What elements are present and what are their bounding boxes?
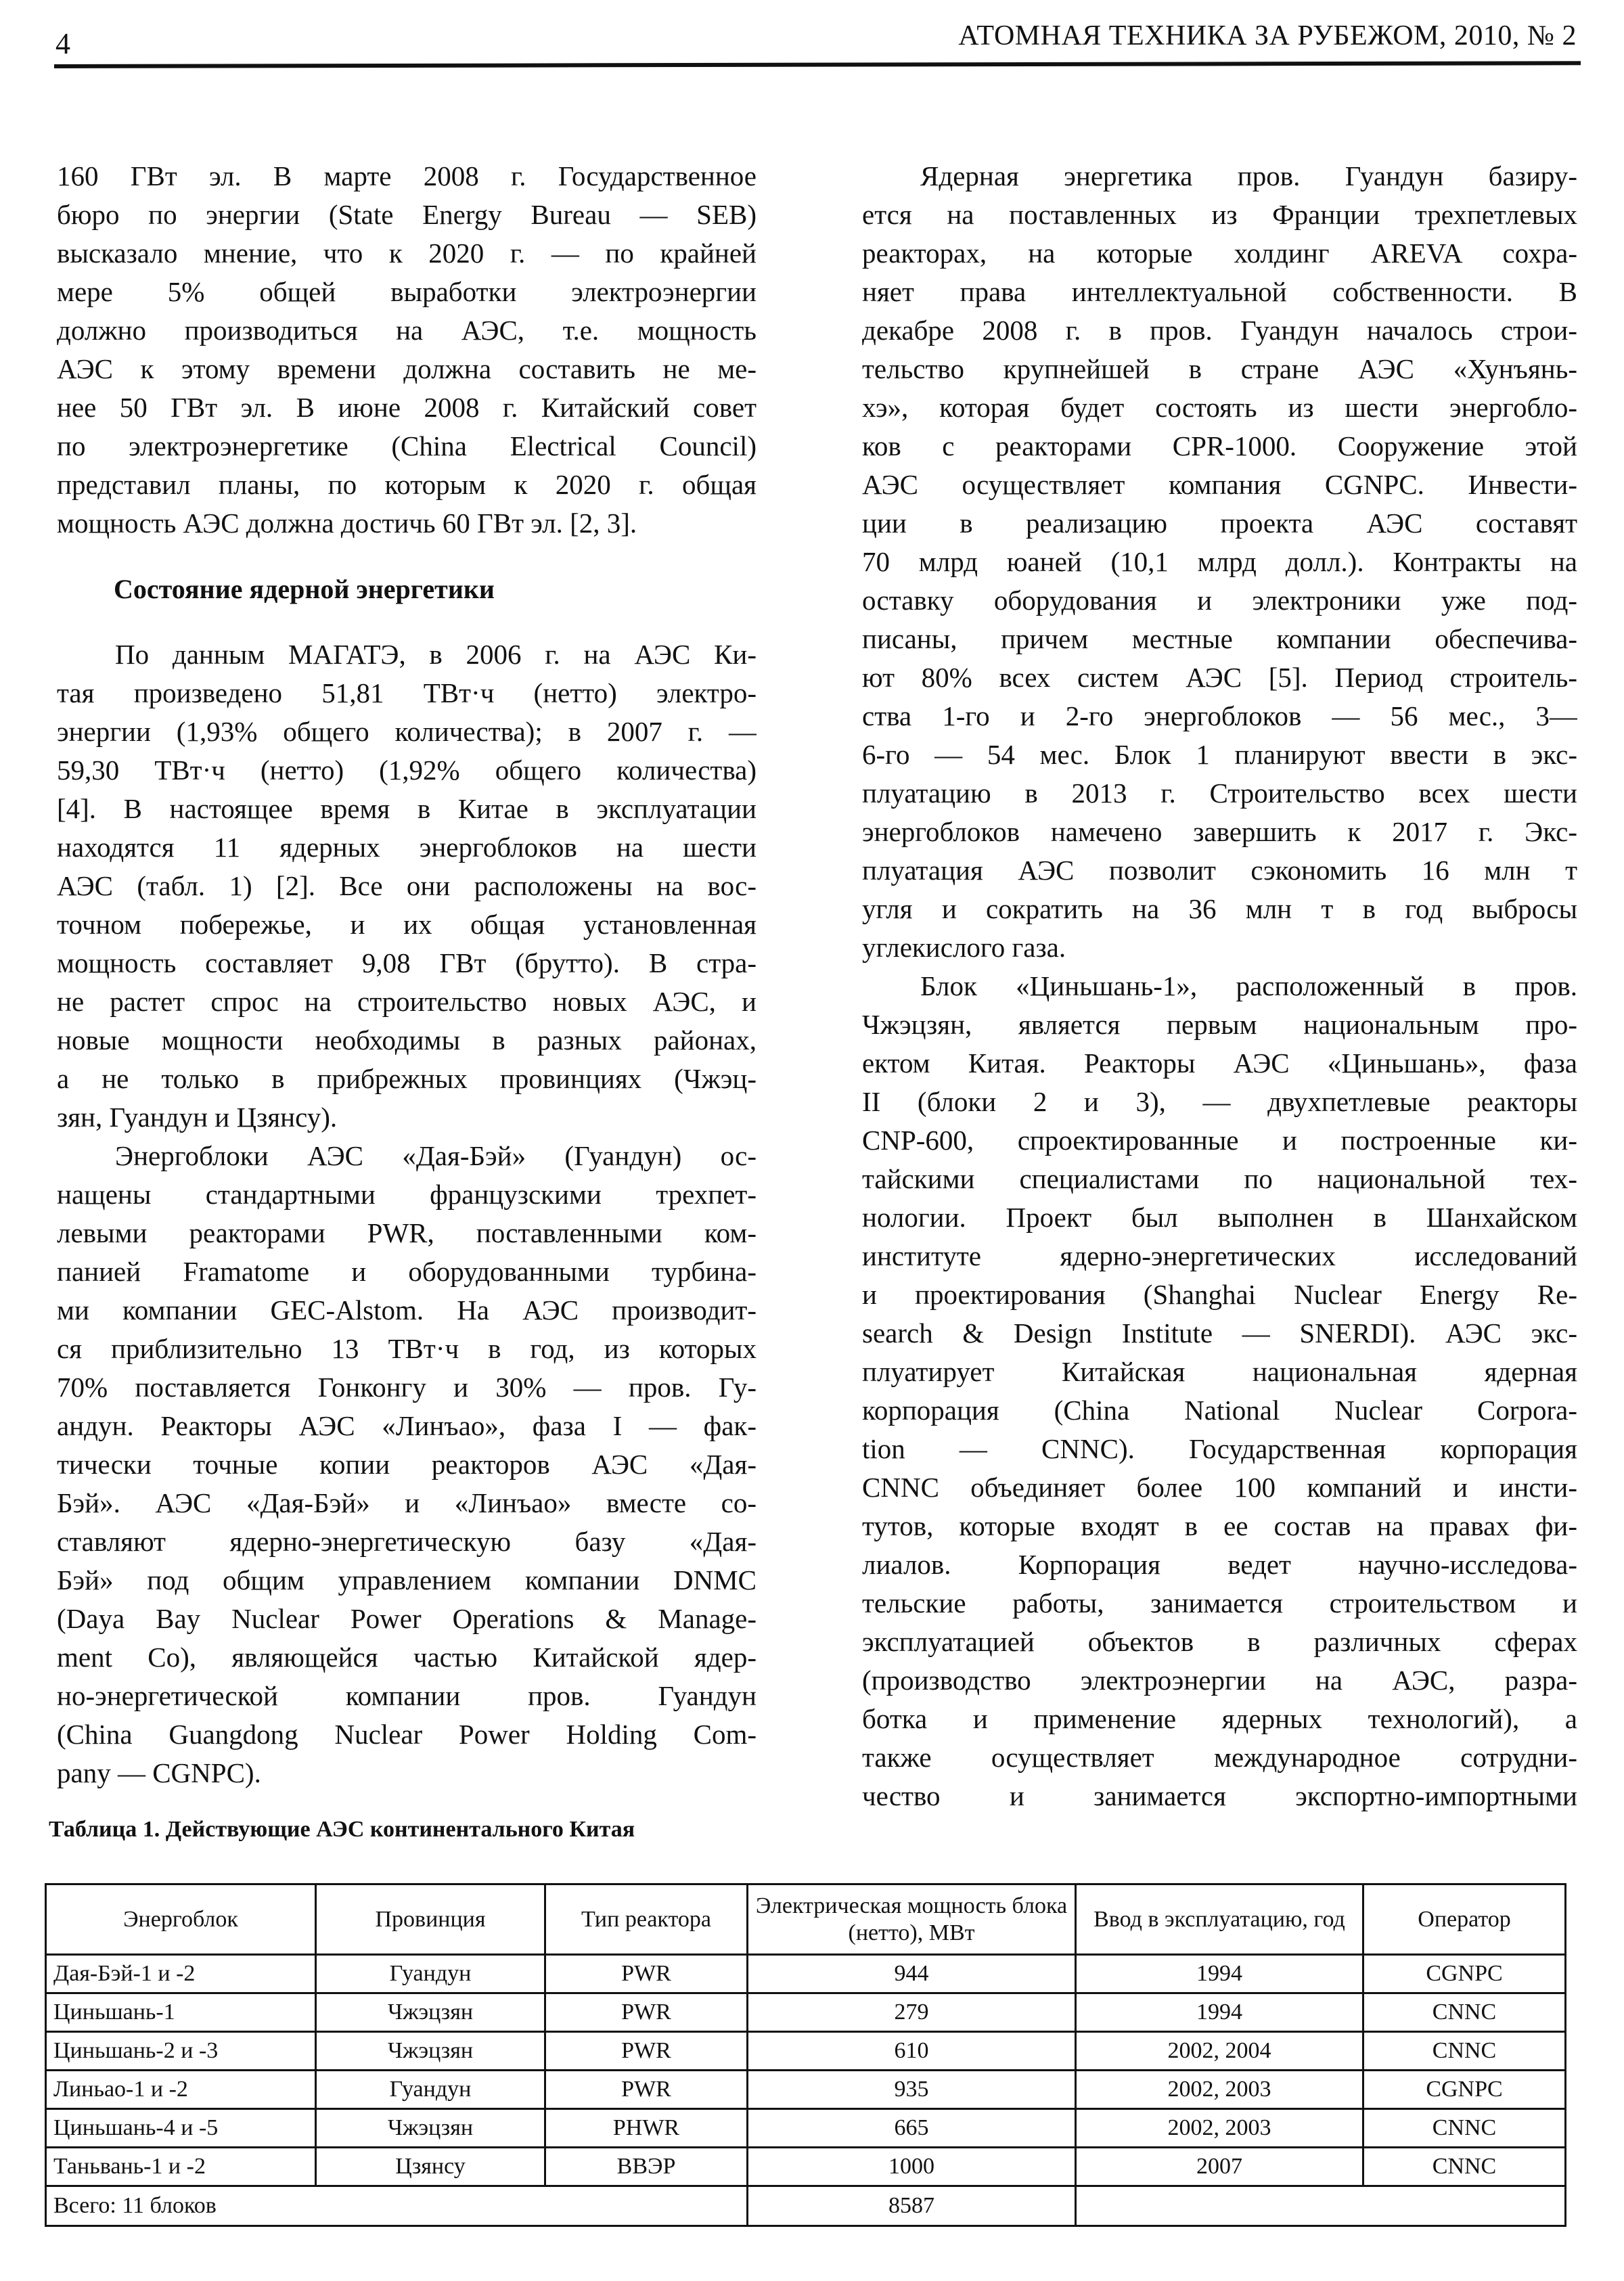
cell-province: Цзянсу [316,2148,545,2186]
text-line: ботка и применение ядерных технологий), а [862,1703,1577,1734]
text-line: эксплуатацией объектов в различных сферах [862,1626,1577,1657]
cell-province: Чжэцзян [316,2032,545,2071]
text-line: мощность АЭС должна достичь 60 ГВт эл. [2, 3]. [57,507,637,539]
text-line: нее 50 ГВт эл. В июне 2008 г. Китайский совет [57,392,757,423]
text-line: декабре 2008 г. в пров. Гуандун началось строи- [862,315,1577,346]
text-line: II (блоки 2 и 3), — двухпетлевые реакторы [862,1086,1577,1117]
text-line: писаны, причем местные компании обеспечива- [862,623,1577,654]
text-line: 70% поставляется Гонконгу и 30% — пров. Гу- [57,1372,757,1403]
text-line: высказало мнение, что к 2020 г. — по крайней [57,238,757,269]
cell-operator: CNNC [1363,1993,1566,2032]
text-line: няет права интеллектуальной собственности. В [862,276,1577,307]
cell-capacity: 665 [748,2109,1076,2148]
text-line: точном побережье, и их общая установленная [57,909,757,940]
section-heading: Состояние ядерной энергетики [114,574,495,604]
text-line: реакторах, на которые холдинг AREVA сохра- [862,238,1577,269]
cell-reactor-type: ВВЭР [545,2148,748,2186]
text-line: также осуществляет международное сотрудни- [862,1742,1577,1773]
text-line: лиалов. Корпорация ведет научно-исследова- [862,1549,1577,1580]
paragraph [862,967,1577,1815]
text-line: находятся 11 ядерных энергоблоков на шести [57,832,757,863]
text-line: энергоблоков намечено завершить к 2017 г. Экс- [862,816,1577,847]
cell-unit: Циньшань-2 и -3 [46,2032,316,2071]
text-line: search & Design Institute — SNERDI). АЭС экс- [862,1317,1577,1349]
table-row [46,2109,1566,2148]
text-line: андун. Реакторы АЭС «Линъао», фаза I — фак- [57,1410,757,1441]
cell-operator: CNNC [1363,2109,1566,2148]
text-line: ции в реализацию проекта АЭС составят [862,507,1577,539]
cell-operator: CNNC [1363,2148,1566,2186]
text-line: CNNC объединяет более 100 компаний и инсти- [862,1472,1577,1503]
text-line: по электроэнергетике (China Electrical Council) [57,430,757,461]
cell-capacity: 1000 [748,2148,1076,2186]
cell-commissioning: 2002, 2003 [1076,2071,1363,2109]
cell-unit: Циньшань-4 и -5 [46,2109,316,2148]
text-line: Бэй». АЭС «Дая-Бэй» и «Линъао» вместе со- [57,1487,757,1518]
text-line: тутов, которые входят в ее состав на правах фи- [862,1510,1577,1541]
text-line: бюро по энергии (State Energy Bureau — SEB) [57,199,757,230]
cell-reactor-type: PWR [545,1955,748,1993]
text-line: тая произведено 51,81 ТВт·ч (нетто) электро- [57,677,757,708]
text-line: левыми реакторами PWR, поставленными ком- [57,1217,757,1248]
text-line: АЭС (табл. 1) [2]. Все они расположены на вос- [57,870,757,901]
text-line: ектом Китая. Реакторы АЭС «Циньшань», фаза [862,1047,1577,1079]
text-line: чество и занимается экспортно-импортными [862,1780,1577,1811]
text-line: тельские работы, занимается строительством и [862,1587,1577,1619]
reactors-table [45,1883,1566,2227]
table-header-row [46,1884,1566,1955]
text-line: представил планы, по которым к 2020 г. общая [57,469,757,500]
text-line: [4]. В настоящее время в Китае в эксплуатации [57,793,757,824]
total-empty-cell [1076,2186,1566,2226]
column-header: Ввод в эксплуатацию, год [1076,1884,1363,1955]
text-line: 160 ГВт эл. В марте 2008 г. Государственное [57,160,757,191]
table-row [46,1993,1566,2032]
text-line: и проектирования (Shanghai Nuclear Energy Re- [862,1279,1577,1310]
text-line: ют 80% всех систем АЭС [5]. Период строитель- [862,662,1577,693]
text-line: АЭС осуществляет компания CGNPC. Инвести- [862,469,1577,500]
table-row [46,2071,1566,2109]
text-line: оставку оборудования и электроники уже под- [862,585,1577,616]
table-row [46,2032,1566,2071]
table-caption: Таблица 1. Действующие АЭС континентального Китая [49,1817,635,1842]
cell-province: Гуандун [316,2071,545,2109]
text-line: новые мощности необходимы в разных районах, [57,1024,757,1056]
journal-title: АТОМНАЯ ТЕХНИКА ЗА РУБЕЖОМ, 2010, № 2 [958,20,1577,51]
text-line: углекислого газа. [862,932,1066,963]
cell-commissioning: 2007 [1076,2148,1363,2186]
cell-commissioning: 1994 [1076,1993,1363,2032]
cell-province: Чжэцзян [316,2109,545,2148]
text-line: ment Co), являющейся частью Китайской ядер- [57,1642,757,1673]
text-line: 59,30 ТВт·ч (нетто) (1,92% общего количества) [57,754,757,786]
table-row [46,2148,1566,2186]
text-line: институте ядерно-энергетических исследований [862,1240,1577,1271]
cell-unit: Линьао-1 и -2 [46,2071,316,2109]
text-line: АЭС к этому времени должна составить не ме- [57,353,757,384]
text-line: (Daya Bay Nuclear Power Operations & Manage- [57,1603,757,1634]
text-line: не растет спрос на строительство новых АЭС, и [57,986,757,1017]
text-line: но-энергетической компании пров. Гуандун [57,1680,757,1711]
right-column [862,157,1577,1815]
text-line: ся приблизительно 13 ТВт·ч в год, из которых [57,1333,757,1364]
text-line: Бэй» под общим управлением компании DNMC [57,1564,757,1596]
text-line: ми компании GEC-Alstom. На АЭС производит- [57,1294,757,1326]
text-line: плуатирует Китайская национальная ядерная [862,1356,1577,1387]
text-line: (производство электроэнергии на АЭС, разра- [862,1665,1577,1696]
text-line: панией Framatome и оборудованными турбина- [57,1256,757,1287]
text-line: плуатация АЭС позволит сэкономить 16 млн т [862,855,1577,886]
text-line: энергии (1,93% общего количества); в 2007 г. — [57,716,757,747]
paragraph [862,157,1577,967]
text-line: ков с реакторами CPR-1000. Сооружение этой [862,430,1577,461]
cell-operator: CNNC [1363,2032,1566,2071]
column-header: Энергоблок [46,1884,316,1955]
text-line: ства 1-го и 2-го энергоблоков — 56 мес., 3— [862,700,1577,731]
cell-unit: Дая-Бэй-1 и -2 [46,1955,316,1993]
text-line: мощность составляет 9,08 ГВт (брутто). В стра- [57,947,757,978]
column-header: Провинция [316,1884,545,1955]
text-line: нащены стандартными французскими трехпет- [57,1179,757,1210]
text-line: По данным МАГАТЭ, в 2006 г. на АЭС Ки- [115,639,757,670]
table-row [46,1955,1566,1993]
cell-commissioning: 2002, 2004 [1076,2032,1363,2071]
cell-commissioning: 1994 [1076,1955,1363,1993]
total-label: Всего: 11 блоков [46,2186,748,2226]
cell-operator: CGNPC [1363,2071,1566,2109]
cell-capacity: 935 [748,2071,1076,2109]
paragraph [57,1137,757,1792]
cell-reactor-type: PHWR [545,2109,748,2148]
cell-reactor-type: PWR [545,2032,748,2071]
text-line: ется на поставленных из Франции трехпетлевых [862,199,1577,230]
text-line: угля и сократить на 36 млн т в год выбросы [862,893,1577,924]
column-header: Электрическая мощность блока (нетто), МВт [748,1884,1076,1955]
text-line: ставляют ядерно-энергетическую базу «Дая- [57,1526,757,1557]
text-line: Энергоблоки АЭС «Дая-Бэй» (Гуандун) ос- [115,1140,757,1171]
header-rule [54,61,1581,68]
text-line: 70 млрд юаней (10,1 млрд долл.). Контракты на [862,546,1577,577]
text-line: корпорация (China National Nuclear Corpora- [862,1395,1577,1426]
cell-province: Чжэцзян [316,1993,545,2032]
text-line: мере 5% общей выработки электроэнергии [57,276,757,307]
text-line: pany — CGNPC). [57,1757,261,1788]
cell-unit: Циньшань-1 [46,1993,316,2032]
text-line: 6-го — 54 мес. Блок 1 планируют ввести в экс- [862,739,1577,770]
total-capacity: 8587 [748,2186,1076,2226]
cell-operator: CGNPC [1363,1955,1566,1993]
text-line: тайскими специалистами по национальной тех- [862,1163,1577,1194]
cell-capacity: 279 [748,1993,1076,2032]
text-line: тельство крупнейшей в стране АЭС «Хунъянь- [862,353,1577,384]
text-line: тически точные копии реакторов АЭС «Дая- [57,1449,757,1480]
table-total-row [46,2186,1566,2226]
cell-capacity: 610 [748,2032,1076,2071]
text-line: нологии. Проект был выполнен в Шанхайском [862,1202,1577,1233]
text-line: Чжэцзян, является первым национальным про- [862,1009,1577,1040]
text-line: CNP-600, спроектированные и построенные ки- [862,1125,1577,1156]
text-line: должно производиться на АЭС, т.е. мощность [57,315,757,346]
cell-reactor-type: PWR [545,1993,748,2032]
paragraph [57,157,757,543]
cell-capacity: 944 [748,1955,1076,1993]
text-line: зян, Гуандун и Цзянсу). [57,1102,338,1133]
cell-province: Гуандун [316,1955,545,1993]
text-line: а не только в прибрежных провинциях (Чжэц- [57,1063,757,1094]
text-line: (China Guangdong Nuclear Power Holding Com- [57,1719,757,1750]
text-line: Блок «Циньшань-1», расположенный в пров. [920,970,1577,1001]
left-column [57,157,757,1792]
column-header: Оператор [1363,1884,1566,1955]
column-header: Тип реактора [545,1884,748,1955]
text-line: хэ», которая будет состоять из шести энергобло- [862,392,1577,423]
text-line: Ядерная энергетика пров. Гуандун базиру- [920,160,1577,191]
cell-commissioning: 2002, 2003 [1076,2109,1363,2148]
paragraph [57,635,757,1137]
cell-unit: Таньвань-1 и -2 [46,2148,316,2186]
text-line: tion — CNNC). Государственная корпорация [862,1433,1577,1464]
page-number: 4 [55,27,70,60]
text-line: плуатацию в 2013 г. Строительство всех шести [862,777,1577,809]
cell-reactor-type: PWR [545,2071,748,2109]
